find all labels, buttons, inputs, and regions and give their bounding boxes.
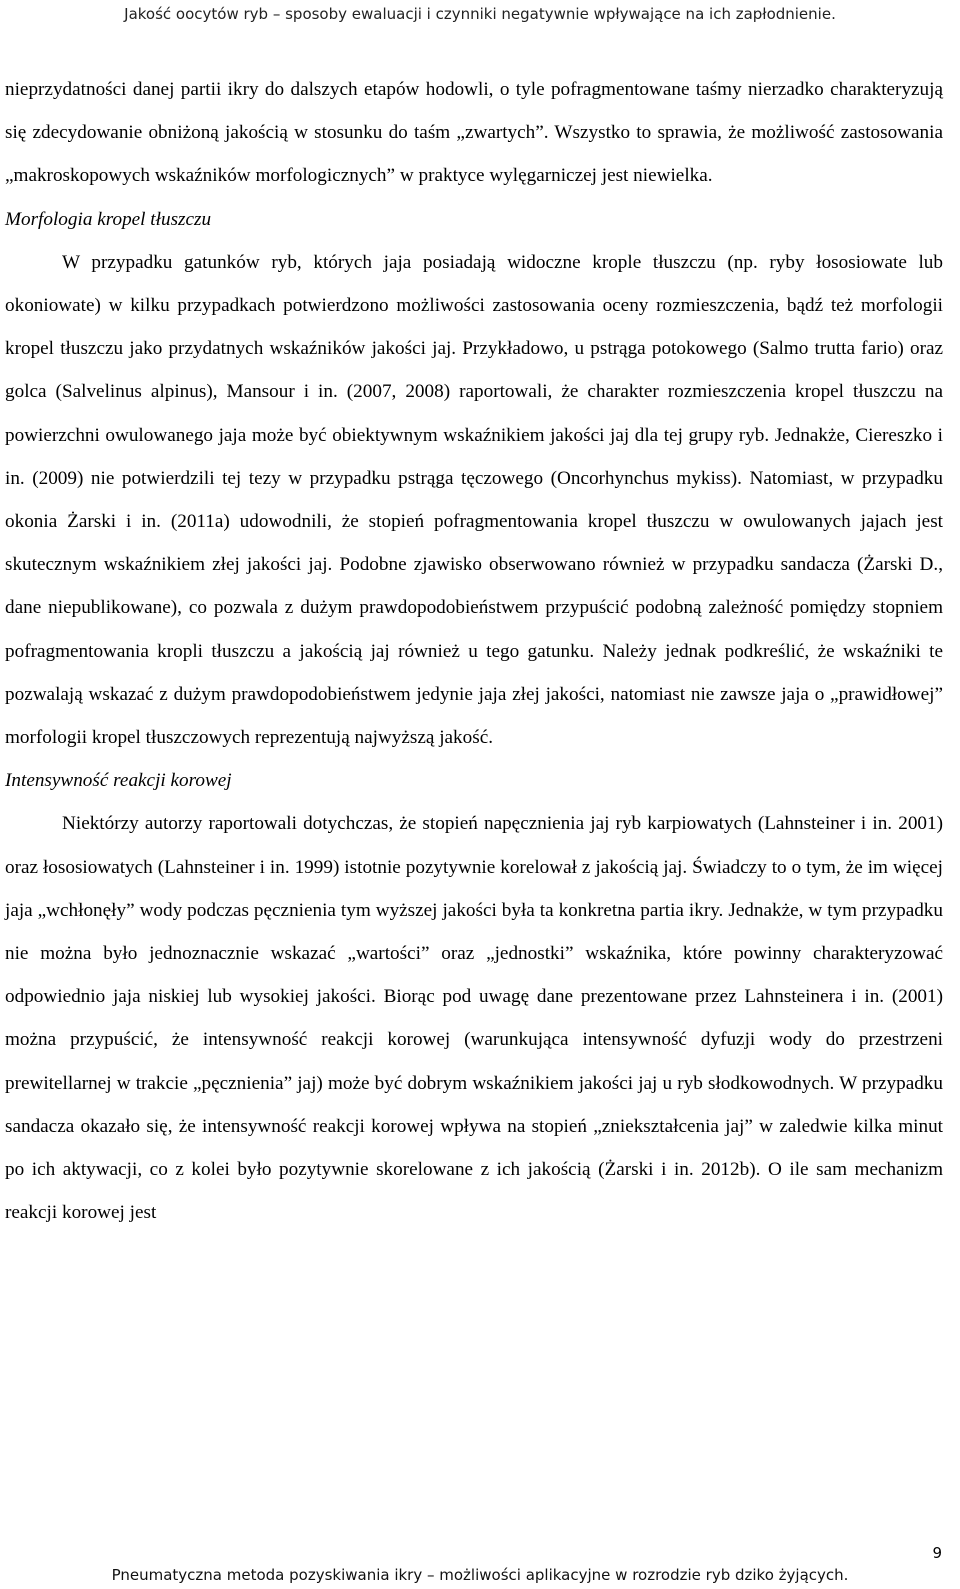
page-number: 9	[932, 1544, 942, 1562]
running-footer: Pneumatyczna metoda pozyskiwania ikry – możliwości aplikacyjne w rozrodzie ryb dziko żyjących.	[111, 1566, 849, 1584]
paragraph-cortical-reaction: Niektórzy autorzy raportowali dotychczas, że stopień napęcznienia jaj ryb karpiowatych (Lahnsteiner i in. 2001) oraz łososiowatych (Lahnsteiner i in. 1999) istotnie pozytywnie korelował z jakością jaj. Świadczy to o tym, że im więcej jaja „wchłonęły” wody podczas pęcznienia tym wyższej jakości była ta konkretna partia ikry. Jednakże, w tym przypadku nie można było jednoznacznie wskazać „wartości” oraz „jednostki” wskaźnika, które powinny charakteryzować odpowiednio jaja niskiej lub wysokiej jakości. Biorąc pod uwagę dane prezentowane przez Lahnsteinera i in. (2001) można przypuścić, że intensywność reakcji korowej (warunkująca intensywność dyfuzji wody do przestrzeni prewitellarnej w trakcie „pęcznienia” jaj) może być dobrym wskaźnikiem jakości jaj u ryb słodkowodnych. W przypadku sandacza okazało się, że intensywność reakcji korowej wpływa na stopień „zniekształcenia jaj” w zaledwie kilka minut po ich aktywacji, co z kolei było pozytywnie skorelowane z ich jakością (Żarski i in. 2012b). O ile sam mechanizm reakcji korowej jest	[5, 813, 943, 1224]
paragraph-continued: nieprzydatności danej partii ikry do dalszych etapów hodowli, o tyle pofragmentowane taśmy nierzadko charakteryzują się zdecydowanie obniżoną jakością w stosunku do taśm „zwartych”. Wszystko to sprawia, że możliwość zastosowania „makroskopowych wskaźników morfologicznych” w praktyce wylęgarniczej jest niewielka.	[5, 79, 943, 187]
paragraph-lipid-droplets: W przypadku gatunków ryb, których jaja posiadają widoczne krople tłuszczu (np. ryby łososiowate lub okoniowate) w kilku przypadkach potwierdzono możliwości zastosowania oceny rozmieszczenia, bądź też morfologii kropel tłuszczu jako przydatnych wskaźników jakości jaj. Przykładowo, u pstrąga potokowego (Salmo trutta fario) oraz golca (Salvelinus alpinus), Mansour i in. (2007, 2008) raportowali, że charakter rozmieszczenia kropel tłuszczu na powierzchni owulowanego jaja może być obiektywnym wskaźnikiem jakości jaj dla tej grupy ryb. Jednakże, Ciereszko i in. (2009) nie potwierdzili tej tezy w przypadku pstrąga tęczowego (Oncorhynchus mykiss). Natomiast, w przypadku okonia Żarski i in. (2011a) udowodnili, że stopień pofragmentowania kropel tłuszczu w owulowanych jajach jest skutecznym wskaźnikiem złej jakości jaj. Podobne zjawisko obserwowano również w przypadku sandacza (Żarski D., dane niepublikowane), co pozwala z dużym prawdopodobieństwem przypuścić podobną zależność pomiędzy stopniem pofragmentowania kropli tłuszczu a jakością jaj również u tego gatunku. Należy jednak podkreślić, że wskaźniki te pozwalają wskazać z dużym prawdopodobieństwem jedynie jaja złej jakości, natomiast nie zawsze jaja o „prawidłowej” morfologii kropel tłuszczowych reprezentują najwyższą jakość.	[5, 251, 943, 749]
running-header: Jakość oocytów ryb – sposoby ewaluacji i czynniki negatywnie wpływające na ich zapłodnienie.	[124, 5, 836, 23]
section-heading-lipid-droplets: Morfologia kropel tłuszczu	[5, 208, 212, 230]
document-body	[5, 68, 943, 1234]
section-heading-cortical-reaction: Intensywność reakcji korowej	[5, 770, 232, 792]
